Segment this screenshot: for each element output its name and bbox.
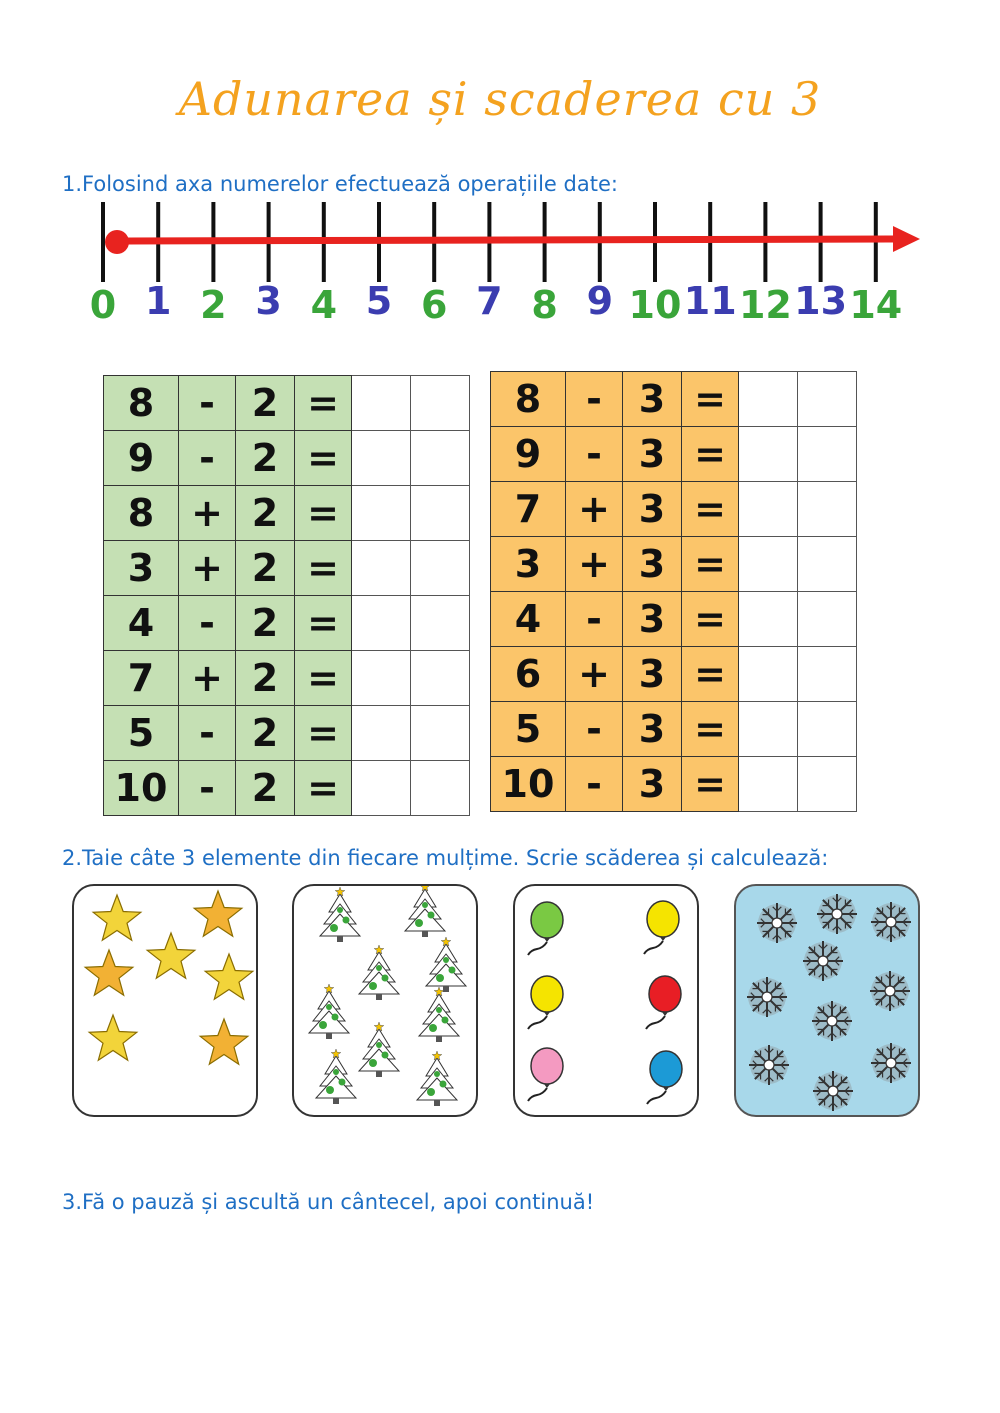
operand-cell: 2 — [236, 706, 295, 761]
equals-cell: = — [682, 702, 739, 757]
snowflake-icon — [747, 977, 787, 1017]
tree-icon — [426, 937, 466, 992]
operand-cell: 3 — [623, 427, 682, 482]
equals-cell: = — [295, 541, 352, 596]
answer-cell[interactable] — [798, 372, 857, 427]
operator-cell: - — [566, 702, 623, 757]
operand-cell: 9 — [491, 427, 566, 482]
answer-cell[interactable] — [798, 482, 857, 537]
tree-icon — [417, 1051, 457, 1106]
arrow-line — [116, 239, 898, 241]
balloon-icon — [644, 901, 679, 954]
operand-cell: 10 — [491, 757, 566, 812]
answer-cell[interactable] — [352, 596, 411, 651]
answer-cell[interactable] — [798, 592, 857, 647]
equation-row — [104, 596, 470, 651]
operand-cell: 3 — [623, 592, 682, 647]
answer-cell[interactable] — [352, 651, 411, 706]
set-snowflakes-card[interactable] — [734, 884, 920, 1117]
equals-cell: = — [295, 761, 352, 816]
answer-cell[interactable] — [411, 651, 470, 706]
arrow-head-icon — [893, 226, 920, 252]
number-label: 6 — [420, 283, 448, 327]
operator-cell: - — [179, 706, 236, 761]
equation-row — [491, 482, 857, 537]
answer-cell[interactable] — [739, 537, 798, 592]
equals-cell: = — [295, 486, 352, 541]
page-title: Adunarea și scaderea cu 3 — [178, 72, 822, 126]
operator-cell: + — [179, 651, 236, 706]
operator-cell: - — [566, 592, 623, 647]
operator-cell: + — [179, 486, 236, 541]
equation-row — [491, 592, 857, 647]
equals-cell: = — [682, 592, 739, 647]
tree-icon — [320, 887, 360, 942]
equals-cell: = — [295, 376, 352, 431]
operator-cell: + — [566, 537, 623, 592]
equals-cell: = — [295, 651, 352, 706]
operand-cell: 3 — [623, 757, 682, 812]
number-line — [0, 190, 1000, 340]
operand-cell: 6 — [491, 647, 566, 702]
answer-cell[interactable] — [352, 706, 411, 761]
operand-cell: 4 — [104, 596, 179, 651]
operand-cell: 2 — [236, 761, 295, 816]
equals-cell: = — [682, 427, 739, 482]
operator-cell: - — [179, 376, 236, 431]
answer-cell[interactable] — [352, 486, 411, 541]
snowflake-icon — [813, 1071, 853, 1111]
star-icon — [85, 950, 133, 995]
answer-cell[interactable] — [352, 541, 411, 596]
star-icon — [205, 954, 253, 999]
answer-cell[interactable] — [411, 541, 470, 596]
balloon-icon — [528, 1048, 563, 1101]
snowflake-icon — [871, 902, 911, 942]
answer-cell[interactable] — [411, 431, 470, 486]
answer-cell[interactable] — [352, 431, 411, 486]
answer-cell[interactable] — [798, 757, 857, 812]
equation-row — [491, 702, 857, 757]
star-icon — [89, 1015, 137, 1060]
operand-cell: 3 — [623, 647, 682, 702]
snowflake-icon — [757, 903, 797, 943]
answer-cell[interactable] — [739, 647, 798, 702]
number-label: 11 — [683, 279, 737, 323]
number-label: 0 — [89, 283, 117, 327]
answer-cell[interactable] — [739, 757, 798, 812]
number-label: 7 — [476, 279, 503, 323]
equals-cell: = — [682, 647, 739, 702]
answer-cell[interactable] — [739, 702, 798, 757]
balloon-icon — [528, 902, 563, 955]
star-icon — [194, 891, 242, 936]
set-balloons-card[interactable] — [513, 884, 699, 1117]
answer-cell[interactable] — [352, 376, 411, 431]
answer-cell[interactable] — [411, 761, 470, 816]
operator-cell: - — [566, 372, 623, 427]
answer-cell[interactable] — [411, 596, 470, 651]
operator-cell: + — [566, 482, 623, 537]
operand-cell: 8 — [104, 376, 179, 431]
answer-cell[interactable] — [798, 427, 857, 482]
operand-cell: 2 — [236, 431, 295, 486]
subtraction-addition-table-2 — [103, 375, 470, 816]
equals-cell: = — [295, 596, 352, 651]
equation-row — [491, 427, 857, 482]
operand-cell: 2 — [236, 486, 295, 541]
operand-cell: 8 — [104, 486, 179, 541]
equation-row — [104, 541, 470, 596]
operator-cell: - — [179, 431, 236, 486]
number-label: 5 — [365, 279, 393, 323]
subtraction-addition-table-3 — [490, 371, 857, 812]
operand-cell: 8 — [491, 372, 566, 427]
equals-cell: = — [682, 482, 739, 537]
snowflake-icon — [871, 1043, 911, 1083]
operand-cell: 3 — [623, 537, 682, 592]
number-label: 13 — [794, 279, 848, 323]
number-label: 8 — [531, 283, 558, 327]
operand-cell: 7 — [104, 651, 179, 706]
equals-cell: = — [682, 537, 739, 592]
equation-row — [491, 647, 857, 702]
answer-cell[interactable] — [739, 592, 798, 647]
answer-cell[interactable] — [798, 702, 857, 757]
task2-instruction: 2.Taie câte 3 elemente din fiecare mulțime. Scrie scăderea și calculează: — [62, 846, 829, 870]
operator-cell: - — [179, 761, 236, 816]
operand-cell: 5 — [491, 702, 566, 757]
equation-row — [104, 376, 470, 431]
answer-cell[interactable] — [739, 372, 798, 427]
set-stars-card[interactable] — [72, 884, 258, 1117]
equation-row — [104, 706, 470, 761]
star-icon — [147, 933, 195, 978]
balloon-icon — [646, 976, 681, 1029]
snowflake-icon — [749, 1045, 789, 1085]
operand-cell: 2 — [236, 651, 295, 706]
equation-row — [104, 761, 470, 816]
operand-cell: 3 — [104, 541, 179, 596]
equals-cell: = — [295, 431, 352, 486]
equation-row — [491, 372, 857, 427]
operand-cell: 2 — [236, 596, 295, 651]
equation-row — [491, 537, 857, 592]
snowflake-icon — [870, 971, 910, 1011]
answer-cell[interactable] — [798, 537, 857, 592]
equals-cell: = — [682, 372, 739, 427]
operand-cell: 7 — [491, 482, 566, 537]
star-icon — [200, 1019, 248, 1064]
operand-cell: 3 — [623, 372, 682, 427]
task3-instruction: 3.Fă o pauză și ascultă un cântecel, apoi continuă! — [62, 1190, 595, 1214]
number-label: 4 — [310, 283, 338, 327]
number-label: 12 — [738, 283, 792, 327]
operand-cell: 3 — [491, 537, 566, 592]
equation-row — [104, 651, 470, 706]
equation-row — [104, 431, 470, 486]
number-label: 10 — [628, 283, 682, 327]
answer-cell[interactable] — [739, 482, 798, 537]
balloon-icon — [528, 976, 563, 1029]
operand-cell: 3 — [623, 702, 682, 757]
operand-cell: 2 — [236, 541, 295, 596]
task1-instruction: 1.Folosind axa numerelor efectuează operațiile date: — [62, 172, 618, 196]
answer-cell[interactable] — [352, 761, 411, 816]
start-dot — [105, 230, 129, 254]
equals-cell: = — [295, 706, 352, 761]
star-icon — [93, 895, 141, 940]
tree-icon — [316, 1049, 356, 1104]
number-label: 9 — [586, 279, 614, 323]
snowflake-icon — [812, 1001, 852, 1041]
operator-cell: - — [566, 427, 623, 482]
operand-cell: 5 — [104, 706, 179, 761]
operand-cell: 3 — [623, 482, 682, 537]
equals-cell: = — [682, 757, 739, 812]
number-label: 2 — [200, 283, 227, 327]
operator-cell: + — [566, 647, 623, 702]
snowflake-icon — [817, 894, 857, 934]
equation-row — [491, 757, 857, 812]
operand-cell: 2 — [236, 376, 295, 431]
operand-cell: 9 — [104, 431, 179, 486]
tree-icon — [359, 1022, 399, 1077]
answer-cell[interactable] — [798, 647, 857, 702]
operand-cell: 4 — [491, 592, 566, 647]
answer-cell[interactable] — [739, 427, 798, 482]
number-label: 14 — [849, 283, 903, 327]
tree-icon — [309, 984, 349, 1039]
operator-cell: + — [179, 541, 236, 596]
operator-cell: - — [566, 757, 623, 812]
tree-icon — [419, 987, 459, 1042]
snowflake-icon — [803, 941, 843, 981]
answer-cell[interactable] — [411, 376, 470, 431]
number-label: 3 — [255, 279, 282, 323]
set-trees-card[interactable] — [292, 884, 478, 1117]
operator-cell: - — [179, 596, 236, 651]
operand-cell: 10 — [104, 761, 179, 816]
answer-cell[interactable] — [411, 486, 470, 541]
tree-icon — [359, 945, 399, 1000]
number-label: 1 — [144, 279, 172, 323]
equation-row — [104, 486, 470, 541]
answer-cell[interactable] — [411, 706, 470, 761]
balloon-icon — [647, 1051, 682, 1104]
tree-icon — [405, 886, 445, 937]
